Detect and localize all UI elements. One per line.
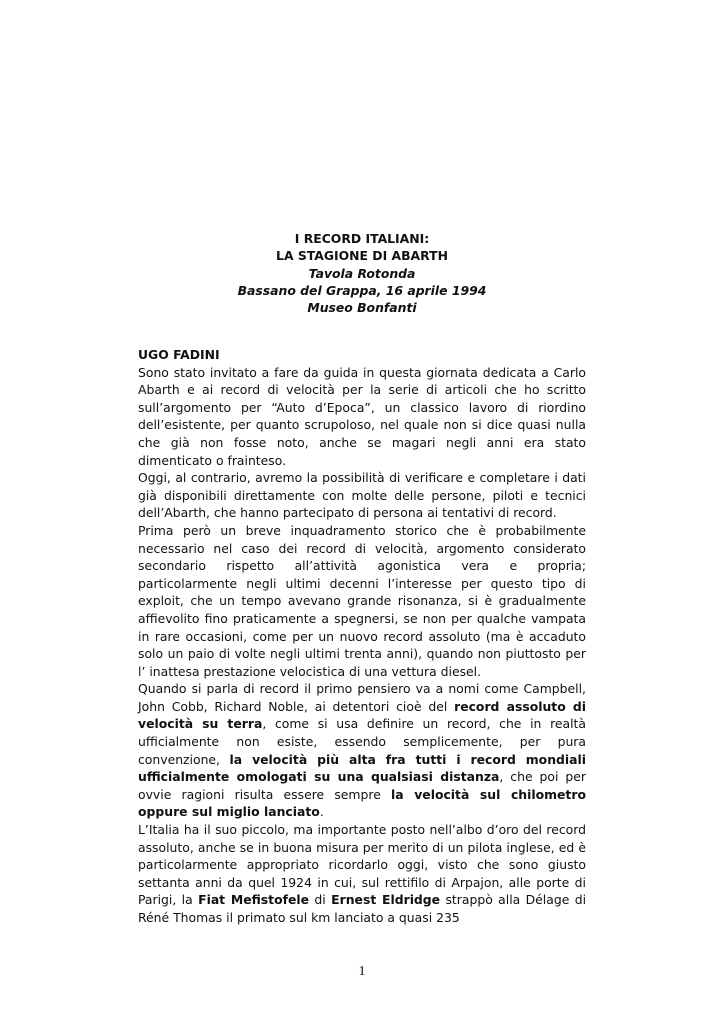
paragraph-4-text-a: Quando si parla di record il primo pensiero va a nomi come Campbell, John Cobb, Richard Noble, ai detentori cioè del	[138, 681, 586, 714]
header-venue: Museo Bonfanti	[307, 300, 417, 316]
paragraph-4-text-g: .	[319, 804, 324, 820]
paragraph-5-bold-ernest-eldridge: Ernest Eldridge	[331, 892, 441, 908]
paragraph-5-bold-fiat-mefistofele: Fiat Mefistofele	[198, 892, 310, 908]
paragraph-4-bold-velocita-piu-alta: la velocità più alta fra tutti i record mondiali ufficialmente omologati su una qualsiasi distanza	[138, 751, 586, 785]
header-subtitle: LA STAGIONE DI ABARTH	[276, 248, 448, 264]
paragraph-2: Oggi, al contrario, avremo la possibilità di verificare e completare i dati già disponibili direttamente con molte delle persone, piloti e tecnici dell’Abarth, che hanno partecipato di persona ai tentativi di record.	[138, 470, 586, 521]
paragraph-4-text-e: , che poi per ovvie ragioni risulta essere sempre	[138, 769, 586, 802]
paragraph-4	[138, 680, 586, 821]
page-number: 1	[358, 964, 366, 979]
paragraph-5-text-a: L’Italia ha il suo piccolo, ma importante posto nell’albo d’oro del record assoluto, anche se in buona misura per merito di un pilota inglese, ed è particolarmente appropriato ricordarlo oggi, visto che sono giusto settanta anni da quel 1924 in cui, sul rettifilo di Arpajon, alle porte di Parigi, la	[138, 822, 586, 908]
paragraph-5-text-c: di	[309, 892, 332, 908]
paragraph-3: Prima però un breve inquadramento storico che è probabilmente necessario nel caso dei record di velocità, argomento considerato secondario rispetto all’attività agonistica vera e propria; particolarmente negli ultimi decenni l’interesse per questo tipo di exploit, che un tempo avevano grande risonanza, si è gradualmente affievolito fino praticamente a spegnersi, se non per qualche vampata in rare occasioni, come per un nuovo record assoluto (ma è accaduto solo un paio di volte negli ultimi trenta anni), quando non piuttosto per l’ inattesa prestazione velocistica di una vettura diesel.	[138, 522, 586, 679]
header-event-type: Tavola Rotonda	[308, 265, 416, 281]
paragraph-4-bold-chilometro-lanciato: la velocità sul chilometro oppure sul miglio lanciato	[138, 786, 586, 820]
paragraph-4-text-c: , come si usa definire un record, che in realtà ufficialmente non esiste, essendo semplicemente, per pura convenzione,	[138, 716, 586, 767]
document-body	[138, 346, 586, 927]
header-title: I RECORD ITALIANI:	[294, 231, 430, 246]
header-place-date: Bassano del Grappa, 16 aprile 1994	[237, 282, 487, 298]
paragraph-5-text-e: strappò alla Délage di Réné Thomas il primato sul km lanciato a quasi 235	[138, 892, 587, 925]
paragraph-1: Sono stato invitato a fare da guida in questa giornata dedicata a Carlo Abarth e ai record di velocità per la serie di articoli che ho scritto sull’argomento per “Auto d’Epoca”, un classico lavoro di riordino dell’esistente, per quanto scrupoloso, nel quale non si dice quasi nulla che già non fosse noto, anche se magari negli anni era stato dimenticato o frainteso.	[138, 364, 586, 468]
paragraph-4-bold-record-assoluto: record assoluto di velocità su terra	[138, 698, 586, 732]
document-header	[138, 230, 586, 316]
paragraph-5	[138, 821, 586, 927]
speaker-name: UGO FADINI	[138, 347, 220, 362]
